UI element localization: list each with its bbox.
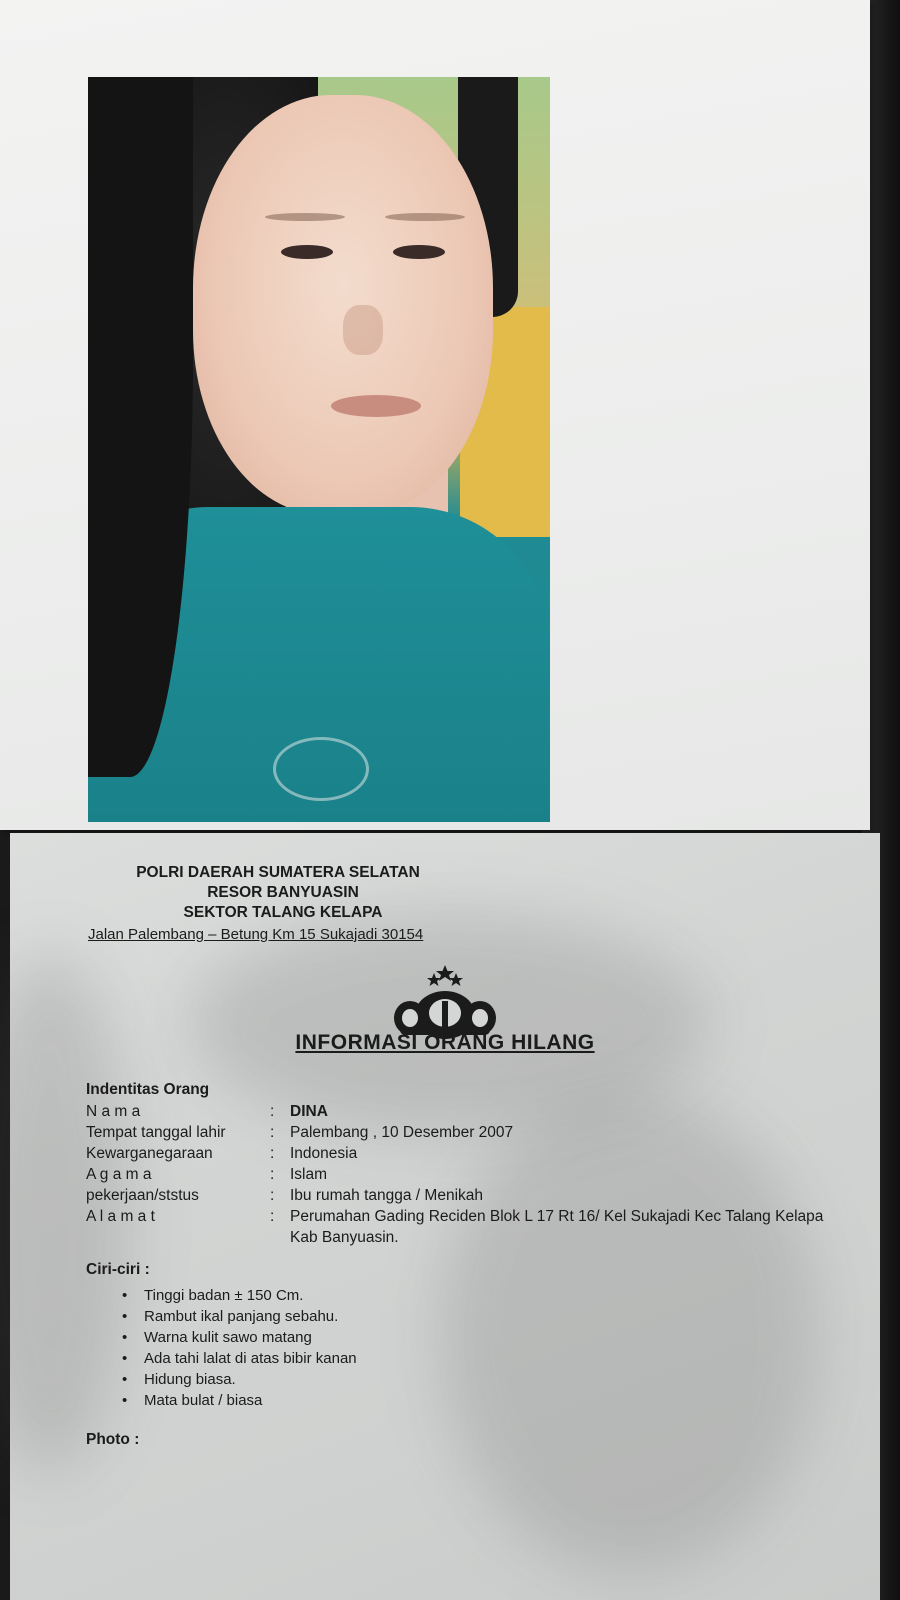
field-value: Palembang , 10 Desember 2007 (290, 1124, 514, 1141)
photo-label: Photo : (86, 1431, 140, 1448)
document-title: INFORMASI ORANG HILANG (295, 1031, 595, 1054)
field-separator: : (270, 1103, 275, 1120)
field-value: Indonesia (290, 1145, 358, 1162)
field-label: A l a m a t (86, 1208, 155, 1225)
field-label: N a m a (86, 1103, 141, 1120)
characteristics-heading: Ciri-ciri : (86, 1261, 150, 1278)
identity-heading: Indentitas Orang (86, 1081, 210, 1098)
characteristics-list (120, 1285, 357, 1411)
shirt-logo (273, 737, 369, 801)
list-item: • Warna kulit sawo matang (120, 1327, 357, 1348)
field-label: pekerjaan/ststus (86, 1187, 199, 1204)
field-separator: : (270, 1124, 275, 1141)
info-sheet (10, 833, 880, 1600)
field-separator: : (270, 1166, 275, 1183)
letterhead-line-2: RESOR BANYUASIN (207, 884, 359, 901)
list-item: • Tinggi badan ± 150 Cm. (120, 1285, 357, 1306)
letterhead-line-3: SEKTOR TALANG KELAPA (183, 904, 383, 921)
field-separator: : (270, 1187, 275, 1204)
field-separator: : (270, 1208, 275, 1225)
field-separator: : (270, 1145, 275, 1162)
letterhead-address: Jalan Palembang – Betung Km 15 Sukajadi 30154 (88, 926, 424, 943)
field-value: Perumahan Gading Reciden Blok L 17 Rt 16/ Kel Sukajadi Kec Talang Kelapa Kab Banyuasin. (290, 1208, 824, 1246)
letterhead-line-1: POLRI DAERAH SUMATERA SELATAN (136, 864, 420, 881)
photo-face (193, 95, 493, 515)
missing-person-document (10, 833, 880, 1600)
missing-person-photo (88, 77, 550, 822)
field-label: Tempat tanggal lahir (86, 1124, 226, 1141)
field-value: Islam (290, 1166, 328, 1183)
list-item: • Rambut ikal panjang sebahu. (120, 1306, 357, 1327)
field-value: Ibu rumah tangga / Menikah (290, 1187, 484, 1204)
field-label: Kewarganegaraan (86, 1145, 213, 1162)
list-item: • Mata bulat / biasa (120, 1390, 357, 1411)
list-item: • Hidung biasa. (120, 1369, 357, 1390)
list-item: • Ada tahi lalat di atas bibir kanan (120, 1348, 357, 1369)
letterhead (88, 863, 488, 945)
field-value: DINA (290, 1103, 328, 1120)
field-label: A g a m a (86, 1166, 152, 1183)
